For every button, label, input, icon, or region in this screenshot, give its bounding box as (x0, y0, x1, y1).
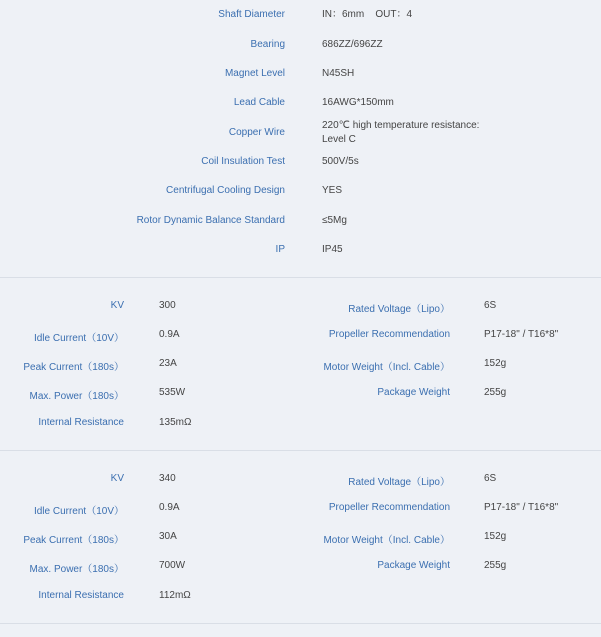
spec-label: Bearing (250, 39, 285, 50)
max-power-value: 700W (159, 560, 186, 571)
internal-resistance-label: Internal Resistance (38, 417, 124, 428)
peak-current-value: 23A (159, 358, 177, 369)
rated-voltage-value: 6S (484, 473, 497, 484)
section-divider (0, 623, 601, 624)
kv-value: 300 (159, 300, 176, 311)
max-power-value: 535W (159, 387, 186, 398)
spec-label: IP (275, 244, 285, 255)
internal-resistance-value: 112mΩ (159, 590, 191, 601)
spec-label: Magnet Level (224, 68, 285, 79)
variant-specs-300kv (0, 278, 601, 450)
peak-current-label: Peak Current（180s） (23, 535, 124, 546)
kv-label: KV (110, 300, 124, 311)
propeller-label: Propeller Recommendation (328, 329, 450, 340)
general-specs (0, 0, 601, 277)
motor-weight-label: Motor Weight（Incl. Cable） (323, 535, 450, 546)
spec-value: 220℃ high temperature resistance: (322, 120, 480, 131)
spec-label: Shaft Diameter (218, 9, 285, 20)
spec-value: 500V/5s (322, 156, 359, 167)
rated-voltage-label: Rated Voltage（Lipo） (348, 304, 450, 315)
spec-value-line-2: Level C (322, 134, 356, 145)
spec-value: ≤5Mg (322, 215, 347, 226)
motor-weight-value: 152g (484, 358, 507, 369)
spec-value: YES (322, 185, 343, 196)
max-power-label: Max. Power（180s） (29, 564, 124, 575)
peak-current-value: 30A (159, 531, 177, 542)
peak-current-label: Peak Current（180s） (23, 362, 124, 373)
kv-value: 340 (159, 473, 176, 484)
max-power-label: Max. Power（180s） (29, 391, 124, 402)
package-weight-value: 255g (484, 560, 507, 571)
spec-value: IP45 (322, 244, 343, 255)
propeller-label: Propeller Recommendation (328, 502, 450, 513)
spec-value: N45SH (322, 68, 355, 79)
rated-voltage-label: Rated Voltage（Lipo） (348, 477, 450, 488)
spec-value: 686ZZ/696ZZ (322, 39, 383, 50)
package-weight-label: Package Weight (377, 560, 450, 571)
propeller-value: P17-18" / T16*8" (484, 329, 559, 340)
variant-specs-340kv (0, 451, 601, 623)
spec-label: Copper Wire (228, 127, 285, 138)
spec-value: 16AWG*150mm (322, 97, 394, 108)
idle-current-value: 0.9A (159, 502, 180, 513)
idle-current-value: 0.9A (159, 329, 180, 340)
idle-current-label: Idle Current（10V） (33, 333, 124, 344)
spec-value: IN：6mm OUT：4 (322, 9, 413, 20)
internal-resistance-label: Internal Resistance (38, 590, 124, 601)
motor-weight-value: 152g (484, 531, 507, 542)
rated-voltage-value: 6S (484, 300, 497, 311)
spec-label: Centrifugal Cooling Design (166, 185, 285, 196)
motor-weight-label: Motor Weight（Incl. Cable） (323, 362, 450, 373)
spec-label: Coil Insulation Test (201, 156, 285, 167)
spec-label: Lead Cable (233, 97, 285, 108)
idle-current-label: Idle Current（10V） (33, 506, 124, 517)
package-weight-label: Package Weight (377, 387, 450, 398)
internal-resistance-value: 135mΩ (159, 417, 192, 428)
package-weight-value: 255g (484, 387, 507, 398)
spec-label: Rotor Dynamic Balance Standard (136, 215, 285, 226)
kv-label: KV (110, 473, 124, 484)
propeller-value: P17-18" / T16*8" (484, 502, 559, 513)
